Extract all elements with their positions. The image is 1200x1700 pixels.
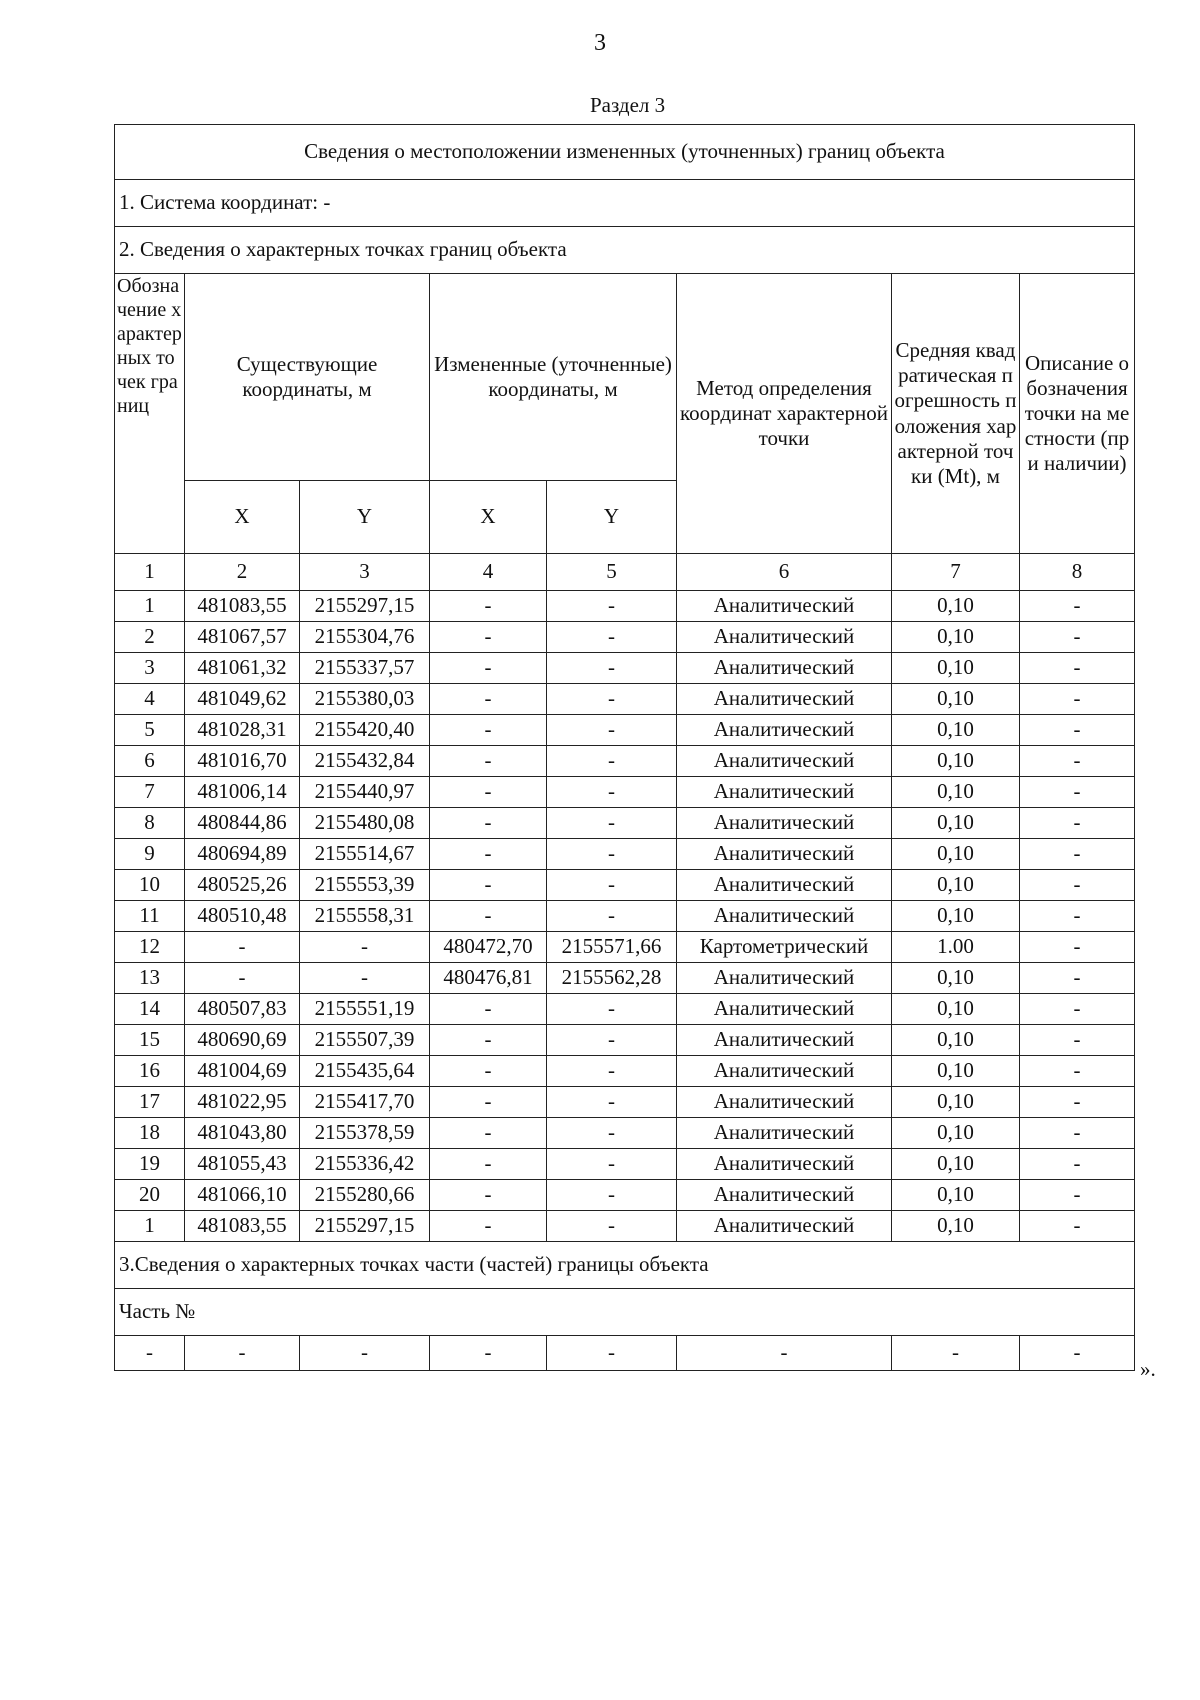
table-cell: 0,10 <box>892 839 1020 870</box>
table-cell: 17 <box>115 1087 185 1118</box>
table-cell: 5 <box>115 715 185 746</box>
part-points-row <box>115 1336 1135 1371</box>
table-cell: - <box>1020 932 1135 963</box>
table-row <box>115 901 1135 932</box>
table-cell: Аналитический <box>677 839 892 870</box>
table-cell: 2155435,64 <box>300 1056 430 1087</box>
table-cell: 0,10 <box>892 777 1020 808</box>
table-cell: 2155514,67 <box>300 839 430 870</box>
table-cell: - <box>547 808 677 839</box>
table-cell: 18 <box>115 1118 185 1149</box>
table-cell: - <box>1020 1336 1135 1371</box>
table-cell: - <box>430 901 547 932</box>
table-cell: - <box>547 901 677 932</box>
table-cell: 481022,95 <box>185 1087 300 1118</box>
table-cell: - <box>430 684 547 715</box>
table-cell: 14 <box>115 994 185 1025</box>
table-cell: Аналитический <box>677 1180 892 1211</box>
table-row <box>115 1149 1135 1180</box>
table-cell: 2155304,76 <box>300 622 430 653</box>
table-cell: 1.00 <box>892 932 1020 963</box>
table-cell: 0,10 <box>892 746 1020 777</box>
table-cell: 2155480,08 <box>300 808 430 839</box>
header-changed-coordinates: Измененные (уточненные) координаты, м <box>430 274 677 481</box>
table-cell: 480694,89 <box>185 839 300 870</box>
table-cell: 2155553,39 <box>300 870 430 901</box>
column-number: 2 <box>185 554 300 591</box>
table-cell: - <box>547 591 677 622</box>
table-cell: 0,10 <box>892 591 1020 622</box>
table-cell: - <box>1020 1025 1135 1056</box>
table-cell: Аналитический <box>677 684 892 715</box>
table-row <box>115 839 1135 870</box>
table-cell: 2155297,15 <box>300 591 430 622</box>
table-cell: - <box>1020 777 1135 808</box>
table-cell: Аналитический <box>677 622 892 653</box>
table-cell: 2155380,03 <box>300 684 430 715</box>
table-cell: 481066,10 <box>185 1180 300 1211</box>
table-cell: - <box>430 591 547 622</box>
table-cell: Аналитический <box>677 1149 892 1180</box>
table-cell: 19 <box>115 1149 185 1180</box>
table-cell: 6 <box>115 746 185 777</box>
table-cell: - <box>547 1025 677 1056</box>
table-cell: - <box>547 1149 677 1180</box>
page-number: 3 <box>594 30 606 56</box>
table-row <box>115 808 1135 839</box>
table-cell: - <box>300 1336 430 1371</box>
table-cell: 4 <box>115 684 185 715</box>
header-mean-error: Средняя квадратическая погрешность положения характерной точки (Mt), м <box>892 274 1020 554</box>
table-cell: 2155562,28 <box>547 963 677 994</box>
table-cell: - <box>430 870 547 901</box>
table-cell: 0,10 <box>892 622 1020 653</box>
table-cell: Аналитический <box>677 746 892 777</box>
table-cell: 481028,31 <box>185 715 300 746</box>
table-cell: - <box>547 870 677 901</box>
table-row <box>115 1025 1135 1056</box>
table-cell: 0,10 <box>892 994 1020 1025</box>
table-cell: 481043,80 <box>185 1118 300 1149</box>
table-cell: 0,10 <box>892 653 1020 684</box>
table-row <box>115 963 1135 994</box>
table-cell: - <box>430 1211 547 1242</box>
table-cell: 0,10 <box>892 1025 1020 1056</box>
table-cell: Аналитический <box>677 591 892 622</box>
section-title: Раздел 3 <box>590 93 666 117</box>
boundary-points-table <box>114 124 1135 1371</box>
table-cell: 13 <box>115 963 185 994</box>
table-cell: - <box>547 653 677 684</box>
table-cell: 2155571,66 <box>547 932 677 963</box>
table-cell: 2155417,70 <box>300 1087 430 1118</box>
table-cell: 2155378,59 <box>300 1118 430 1149</box>
table-cell: 481055,43 <box>185 1149 300 1180</box>
table-cell: - <box>1020 591 1135 622</box>
table-cell: - <box>1020 1118 1135 1149</box>
table-cell: 15 <box>115 1025 185 1056</box>
table-cell: 481004,69 <box>185 1056 300 1087</box>
table-cell: - <box>430 994 547 1025</box>
table-cell: - <box>1020 1087 1135 1118</box>
table-cell: 481083,55 <box>185 1211 300 1242</box>
table-cell: - <box>547 839 677 870</box>
coordinate-system: 1. Система координат: - <box>115 180 1135 227</box>
table-cell: - <box>1020 622 1135 653</box>
table-cell: 0,10 <box>892 1149 1020 1180</box>
table-row <box>115 870 1135 901</box>
table-cell: - <box>430 1336 547 1371</box>
table-cell: - <box>1020 715 1135 746</box>
table-cell: 2155420,40 <box>300 715 430 746</box>
table-cell: - <box>430 1087 547 1118</box>
table-cell: Картометрический <box>677 932 892 963</box>
table-row <box>115 1056 1135 1087</box>
table-cell: - <box>115 1336 185 1371</box>
closing-quote: ». <box>1140 1357 1156 1381</box>
table-cell: - <box>1020 839 1135 870</box>
table-cell: - <box>430 1056 547 1087</box>
table-cell: Аналитический <box>677 1118 892 1149</box>
table-cell: Аналитический <box>677 1056 892 1087</box>
column-numbers-row <box>115 554 1135 591</box>
table-cell: - <box>547 1056 677 1087</box>
table-row <box>115 1180 1135 1211</box>
table-cell: - <box>547 715 677 746</box>
table-cell: - <box>547 1118 677 1149</box>
table-cell: 2155297,15 <box>300 1211 430 1242</box>
table-cell: - <box>1020 808 1135 839</box>
table-cell: 481083,55 <box>185 591 300 622</box>
table-cell: 480507,83 <box>185 994 300 1025</box>
table-cell: - <box>430 1118 547 1149</box>
header-description: Описание обозначения точки на местности (при наличии) <box>1020 274 1135 554</box>
table-cell: - <box>892 1336 1020 1371</box>
column-number: 7 <box>892 554 1020 591</box>
table-cell: - <box>1020 870 1135 901</box>
table-row <box>115 994 1135 1025</box>
column-number: 6 <box>677 554 892 591</box>
table-cell: - <box>547 684 677 715</box>
table-row <box>115 653 1135 684</box>
table-row <box>115 591 1135 622</box>
table-cell: - <box>1020 901 1135 932</box>
table-cell: - <box>300 963 430 994</box>
table-cell: Аналитический <box>677 963 892 994</box>
table-cell: 0,10 <box>892 1180 1020 1211</box>
table-row <box>115 715 1135 746</box>
table-cell: 2155558,31 <box>300 901 430 932</box>
table-cell: 0,10 <box>892 1087 1020 1118</box>
table-cell: 10 <box>115 870 185 901</box>
table-row <box>115 1087 1135 1118</box>
table-row <box>115 622 1135 653</box>
table-cell: - <box>185 1336 300 1371</box>
table-cell: - <box>1020 1149 1135 1180</box>
table-cell: 0,10 <box>892 808 1020 839</box>
table-cell: Аналитический <box>677 1087 892 1118</box>
table-cell: 0,10 <box>892 1211 1020 1242</box>
table-cell: 7 <box>115 777 185 808</box>
table-cell: 2155551,19 <box>300 994 430 1025</box>
table-cell: 16 <box>115 1056 185 1087</box>
table-cell: - <box>1020 684 1135 715</box>
table-cell: 481061,32 <box>185 653 300 684</box>
table-cell: 0,10 <box>892 963 1020 994</box>
table-cell: 1 <box>115 1211 185 1242</box>
table-cell: 11 <box>115 901 185 932</box>
table-cell: 0,10 <box>892 1118 1020 1149</box>
table-row <box>115 1211 1135 1242</box>
table-cell: 2155336,42 <box>300 1149 430 1180</box>
table-cell: 2155432,84 <box>300 746 430 777</box>
table-cell: 480690,69 <box>185 1025 300 1056</box>
part-number-label: Часть № <box>115 1289 1135 1336</box>
table-cell: 2155507,39 <box>300 1025 430 1056</box>
table-cell: - <box>185 932 300 963</box>
table-cell: - <box>1020 1056 1135 1087</box>
table-cell: 2155280,66 <box>300 1180 430 1211</box>
table-cell: - <box>300 932 430 963</box>
table-cell: - <box>547 1087 677 1118</box>
table-cell: 0,10 <box>892 715 1020 746</box>
table-cell: 12 <box>115 932 185 963</box>
table-cell: Аналитический <box>677 870 892 901</box>
table-cell: 1 <box>115 591 185 622</box>
table-cell: 2155337,57 <box>300 653 430 684</box>
table-cell: 8 <box>115 808 185 839</box>
header-x-changed: X <box>430 481 547 554</box>
table-cell: - <box>430 777 547 808</box>
table-cell: - <box>1020 963 1135 994</box>
table-cell: - <box>430 808 547 839</box>
table-cell: - <box>430 746 547 777</box>
table-row <box>115 1118 1135 1149</box>
table-cell: Аналитический <box>677 653 892 684</box>
table-cell: - <box>547 1211 677 1242</box>
table-title: Сведения о местоположении измененных (уточненных) границ объекта <box>115 125 1135 180</box>
table-cell: - <box>185 963 300 994</box>
table-cell: - <box>430 1180 547 1211</box>
table-row <box>115 777 1135 808</box>
table-cell: - <box>547 994 677 1025</box>
table-cell: - <box>430 653 547 684</box>
table-cell: 480472,70 <box>430 932 547 963</box>
header-x-existing: X <box>185 481 300 554</box>
header-y-changed: Y <box>547 481 677 554</box>
table-cell: - <box>1020 1211 1135 1242</box>
table-cell: - <box>430 1025 547 1056</box>
table-cell: 3 <box>115 653 185 684</box>
parts-heading: 3.Сведения о характерных точках части (частей) границы объекта <box>115 1242 1135 1289</box>
table-row <box>115 932 1135 963</box>
header-existing-coordinates: Существующие координаты, м <box>185 274 430 481</box>
table-row <box>115 746 1135 777</box>
column-number: 4 <box>430 554 547 591</box>
table-cell: - <box>430 622 547 653</box>
column-number: 3 <box>300 554 430 591</box>
column-number: 8 <box>1020 554 1135 591</box>
table-cell: - <box>1020 653 1135 684</box>
table-cell: Аналитический <box>677 715 892 746</box>
table-cell: 480476,81 <box>430 963 547 994</box>
table-cell: - <box>430 1149 547 1180</box>
table-cell: - <box>430 839 547 870</box>
table-cell: 0,10 <box>892 901 1020 932</box>
table-cell: 20 <box>115 1180 185 1211</box>
table-cell: - <box>1020 994 1135 1025</box>
table-cell: 9 <box>115 839 185 870</box>
table-cell: - <box>547 1180 677 1211</box>
table-cell: 0,10 <box>892 870 1020 901</box>
table-cell: Аналитический <box>677 1211 892 1242</box>
table-row <box>115 684 1135 715</box>
table-cell: 480525,26 <box>185 870 300 901</box>
table-cell: 2155440,97 <box>300 777 430 808</box>
table-cell: - <box>547 746 677 777</box>
table-cell: 481016,70 <box>185 746 300 777</box>
points-heading: 2. Сведения о характерных точках границ объекта <box>115 227 1135 274</box>
table-cell: 481006,14 <box>185 777 300 808</box>
table-cell: 0,10 <box>892 1056 1020 1087</box>
table-cell: 0,10 <box>892 684 1020 715</box>
column-number: 1 <box>115 554 185 591</box>
table-cell: 2 <box>115 622 185 653</box>
table-cell: - <box>1020 1180 1135 1211</box>
table-cell: - <box>547 622 677 653</box>
header-y-existing: Y <box>300 481 430 554</box>
table-cell: Аналитический <box>677 808 892 839</box>
table-cell: - <box>430 715 547 746</box>
table-cell: - <box>1020 746 1135 777</box>
table-cell: Аналитический <box>677 1025 892 1056</box>
table-cell: Аналитический <box>677 994 892 1025</box>
column-number: 5 <box>547 554 677 591</box>
table-cell: 480844,86 <box>185 808 300 839</box>
table-cell: - <box>547 1336 677 1371</box>
table-cell: 481067,57 <box>185 622 300 653</box>
header-method: Метод определения координат характерной точки <box>677 274 892 554</box>
table-cell: Аналитический <box>677 777 892 808</box>
table-cell: 480510,48 <box>185 901 300 932</box>
table-cell: 481049,62 <box>185 684 300 715</box>
header-point-designation: Обозначение характерных точек границ <box>115 274 185 554</box>
table-cell: Аналитический <box>677 901 892 932</box>
table-cell: - <box>677 1336 892 1371</box>
table-cell: - <box>547 777 677 808</box>
